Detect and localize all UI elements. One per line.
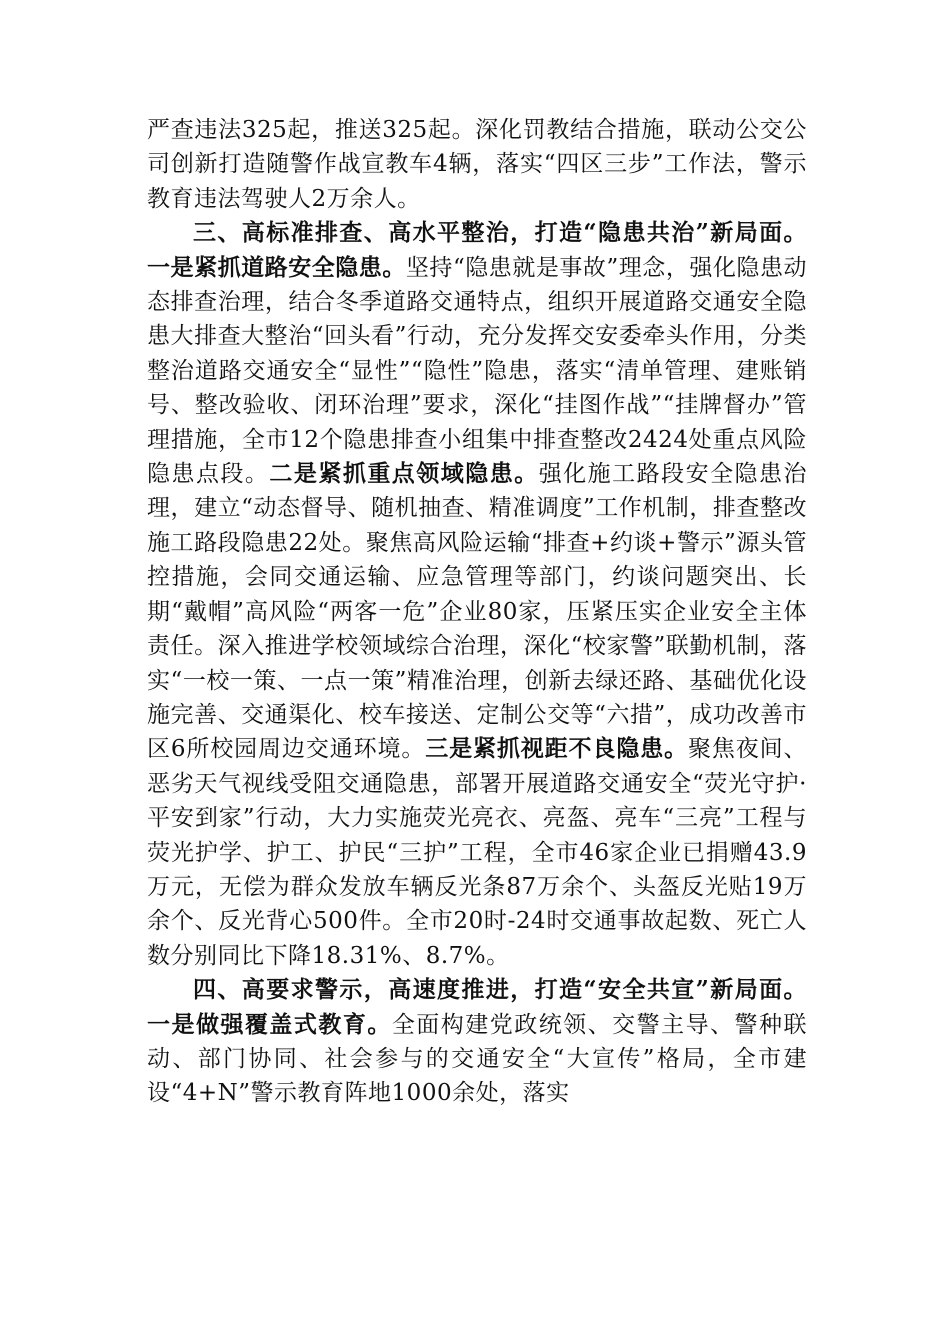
section-three-text-1: 坚持“隐患就是事故”理念，强化隐患动态排查治理，结合冬季道路交通特点，组织开展道路交通安全隐患大排查大整治“回头看”行动，充分发挥交安委牵头作用，分类整治道路交通安全“显性”“隐性”隐患，落实“清单管理、建账销号、整改验收、闭环治理”要求，深化“挂图作战”“挂牌督办”管理措施，全市12个隐患排查小组集中排查整改2424处重点风险隐患点段。 xyxy=(147,254,807,488)
section-four-heading: 四、高要求警示，高速度推进，打造“安全共宣”新局面。一是做强覆盖式教育。 xyxy=(147,976,807,1038)
paragraph-1-text: 严查违法325起，推送325起。深化罚教结合措施，联动公交公司创新打造随警作战宣教车4辆，落实“四区三步”工作法，警示教育违法驾驶人2万余人。 xyxy=(147,117,807,212)
section-three-heading: 三、高标准排查、高水平整治，打造“隐患共治”新局面。一是紧抓道路安全隐患。 xyxy=(147,219,807,281)
paragraph-3 xyxy=(147,973,807,1111)
section-three-subheading-2: 二是紧抓重点领域隐患。 xyxy=(269,460,539,488)
section-three-text-3: 聚焦夜间、恶劣天气视线受阻交通隐患，部署开展道路交通安全“荧光守护·平安到家”行动，大力实施荧光亮衣、亮盔、亮车“三亮”工程与荧光护学、护工、护民“三护”工程，全市46家企业已捐赠43.9万元，无偿为群众发放车辆反光条87万余个、头盔反光贴19万余个、反光背心500件。全市20时-24时交通事故起数、死亡人数分别同比下降18.31%、8.7%。 xyxy=(147,736,808,969)
paragraph-2 xyxy=(147,216,807,973)
section-four-text-1: 全面构建党政统领、交警主导、警种联动、部门协同、社会参与的交通安全“大宣传”格局，全市建设“4+N”警示教育阵地1000余处，落实 xyxy=(147,1011,808,1107)
document-body xyxy=(147,113,807,1111)
section-three-text-2: 强化施工路段安全隐患治理，建立“动态督导、随机抽查、精准调度”工作机制，排查整改施工路段隐患22处。聚焦高风险运输“排查+约谈+警示”源头管控措施，会同交通运输、应急管理等部门，约谈问题突出、长期“戴帽”高风险“两客一危”企业80家，压紧压实企业安全主体责任。深入推进学校领域综合治理，深化“校家警”联勤机制，落实“一校一策、一点一策”精准治理，创新去绿还路、基础优化设施完善、交通渠化、校车接送、定制公交等“六措”，成功改善市区6所校园周边交通环境。 xyxy=(147,461,808,763)
paragraph-1 xyxy=(147,113,807,216)
section-three-subheading-3: 三是紧抓视距不良隐患。 xyxy=(425,735,688,763)
